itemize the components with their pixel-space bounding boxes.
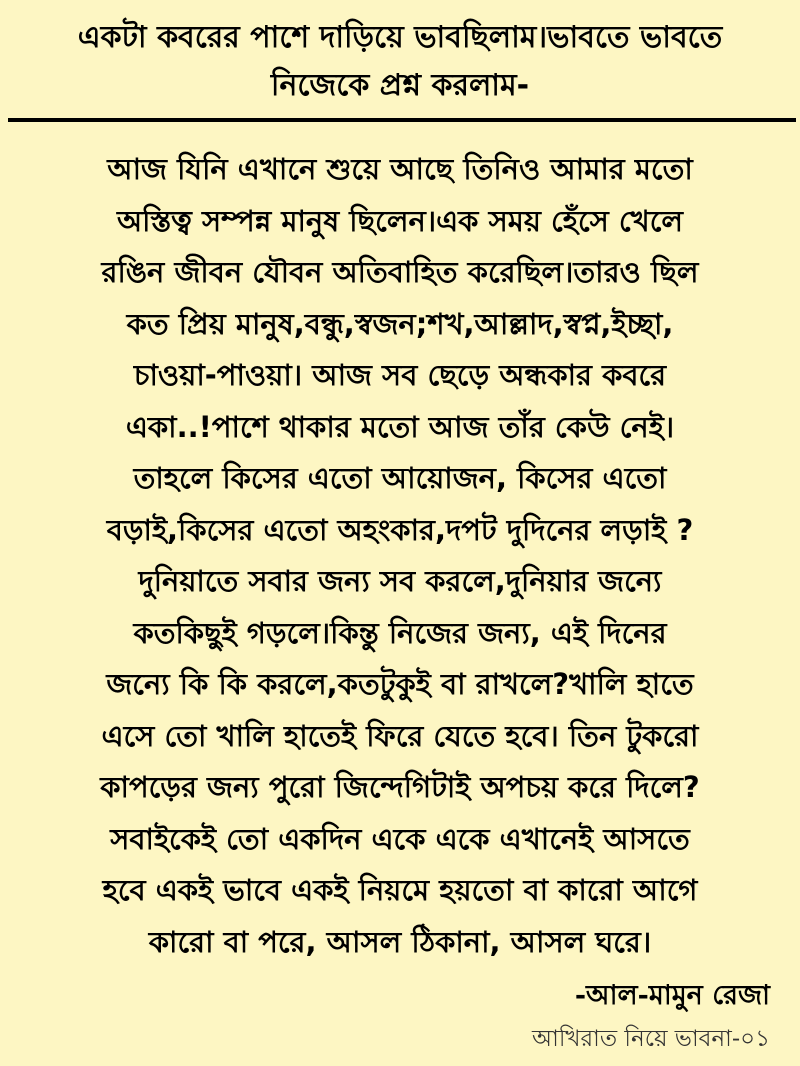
body-line: বড়াই,কিসের এতো অহংকার,দপট দুদিনের লড়াই ? bbox=[106, 512, 694, 547]
body-line: তাহলে কিসের এতো আয়োজন, কিসের এতো bbox=[133, 461, 667, 495]
body-line: চাওয়া-পাওয়া। আজ সব ছেড়ে অন্ধকার কবরে bbox=[133, 358, 667, 392]
body-text bbox=[20, 144, 780, 968]
body-line: সবাইকেই তো একদিন একে একে এখানেই আসতে bbox=[110, 821, 690, 856]
series-label: আখিরাত নিয়ে ভাবনা-০১ bbox=[532, 1026, 770, 1052]
body-line: রঙিন জীবন যৌবন অতিবাহিত করেছিল।তারও ছিল bbox=[101, 255, 699, 289]
body-line: জন্যে কি কি করলে,কতটুকুই বা রাখলে?খালি হাতে bbox=[106, 667, 694, 701]
body-line: কত প্রিয় মানুষ,বন্ধু,স্বজন;শখ,আল্লাদ,স্বপ্ন,ইচ্ছা, bbox=[126, 306, 674, 341]
header-line: নিজেকে প্রশ্ন করলাম- bbox=[270, 68, 530, 103]
body-line: কাপড়ের জন্য পুরো জিন্দেগিটাই অপচয় করে দিলে? bbox=[100, 770, 700, 804]
body-line: আজ যিনি এখানে শুয়ে আছে তিনিও আমার মতো bbox=[107, 152, 693, 186]
author-signature: -আল-মামুন রেজা bbox=[574, 980, 770, 1011]
body-line: দুনিয়াতে সবার জন্য সব করলে,দুনিয়ার জন্যে bbox=[138, 564, 662, 598]
body-line: এসে তো খালি হাতেই ফিরে যেতে হবে। তিন টুকরো bbox=[101, 718, 699, 753]
header-title bbox=[0, 14, 800, 110]
body-line: একা..!পাশে থাকার মতো আজ তাঁর কেউ নেই। bbox=[125, 409, 675, 444]
body-line: কতকিছুই গড়লে।কিন্তু নিজের জন্য, এই দিনের bbox=[133, 615, 667, 650]
divider-rule bbox=[8, 118, 796, 122]
body-line: কারো বা পরে, আসল ঠিকানা, আসল ঘরে। bbox=[148, 924, 652, 959]
body-line: হবে একই ভাবে একই নিয়মে হয়তো বা কারো আগে bbox=[102, 873, 698, 907]
header-line: একটা কবরের পাশে দাড়িয়ে ভাবছিলাম।ভাবতে ভাবতে bbox=[77, 20, 723, 55]
body-line: অস্তিত্ব সম্পন্ন মানুষ ছিলেন।এক সময় হেঁসে খেলে bbox=[117, 203, 683, 238]
